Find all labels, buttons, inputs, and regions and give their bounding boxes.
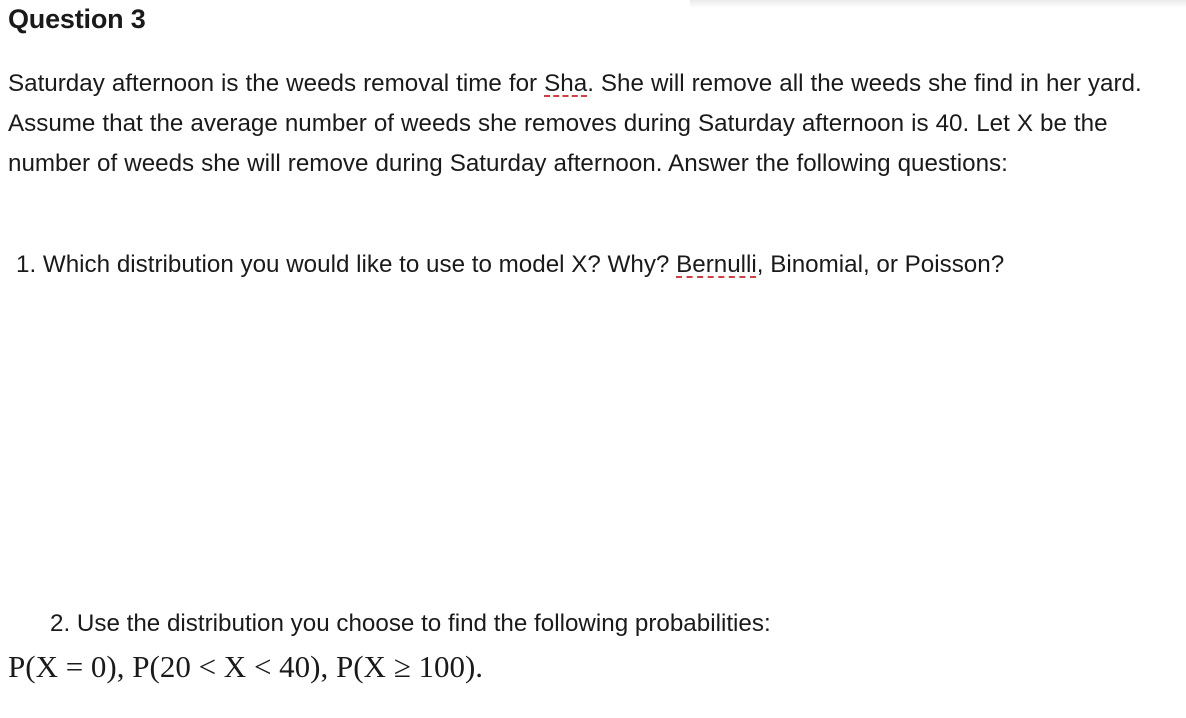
probability-formula: P(X = 0), P(20 < X < 40), P(X ≥ 100). xyxy=(8,649,484,684)
question-item-2: 2. Use the distribution you choose to find the following probabilities: xyxy=(50,610,771,637)
top-edge-shadow xyxy=(690,0,1186,8)
misspelled-name: Sha xyxy=(544,70,588,97)
question-title: Question 3 xyxy=(8,4,146,34)
misspelled-word: Bernulli xyxy=(676,251,757,278)
question-item-1 xyxy=(16,245,1004,285)
paragraph-text-rest: . She will remove all the weeds she find in her yard. Assume that the average number of weeds she removes during Saturday afternoon is 40. Let X be the number of weeds she will remove during Saturday afternoon. Answer the following questions: xyxy=(8,70,1142,177)
item-1-text-start: 1. Which distribution you would like to use to model X? Why? xyxy=(16,251,677,278)
paragraph-text-start: Saturday afternoon is the weeds removal time for xyxy=(8,70,545,97)
item-1-text-end: , Binomial, or Poisson? xyxy=(756,251,1005,278)
question-paragraph xyxy=(8,64,1180,184)
